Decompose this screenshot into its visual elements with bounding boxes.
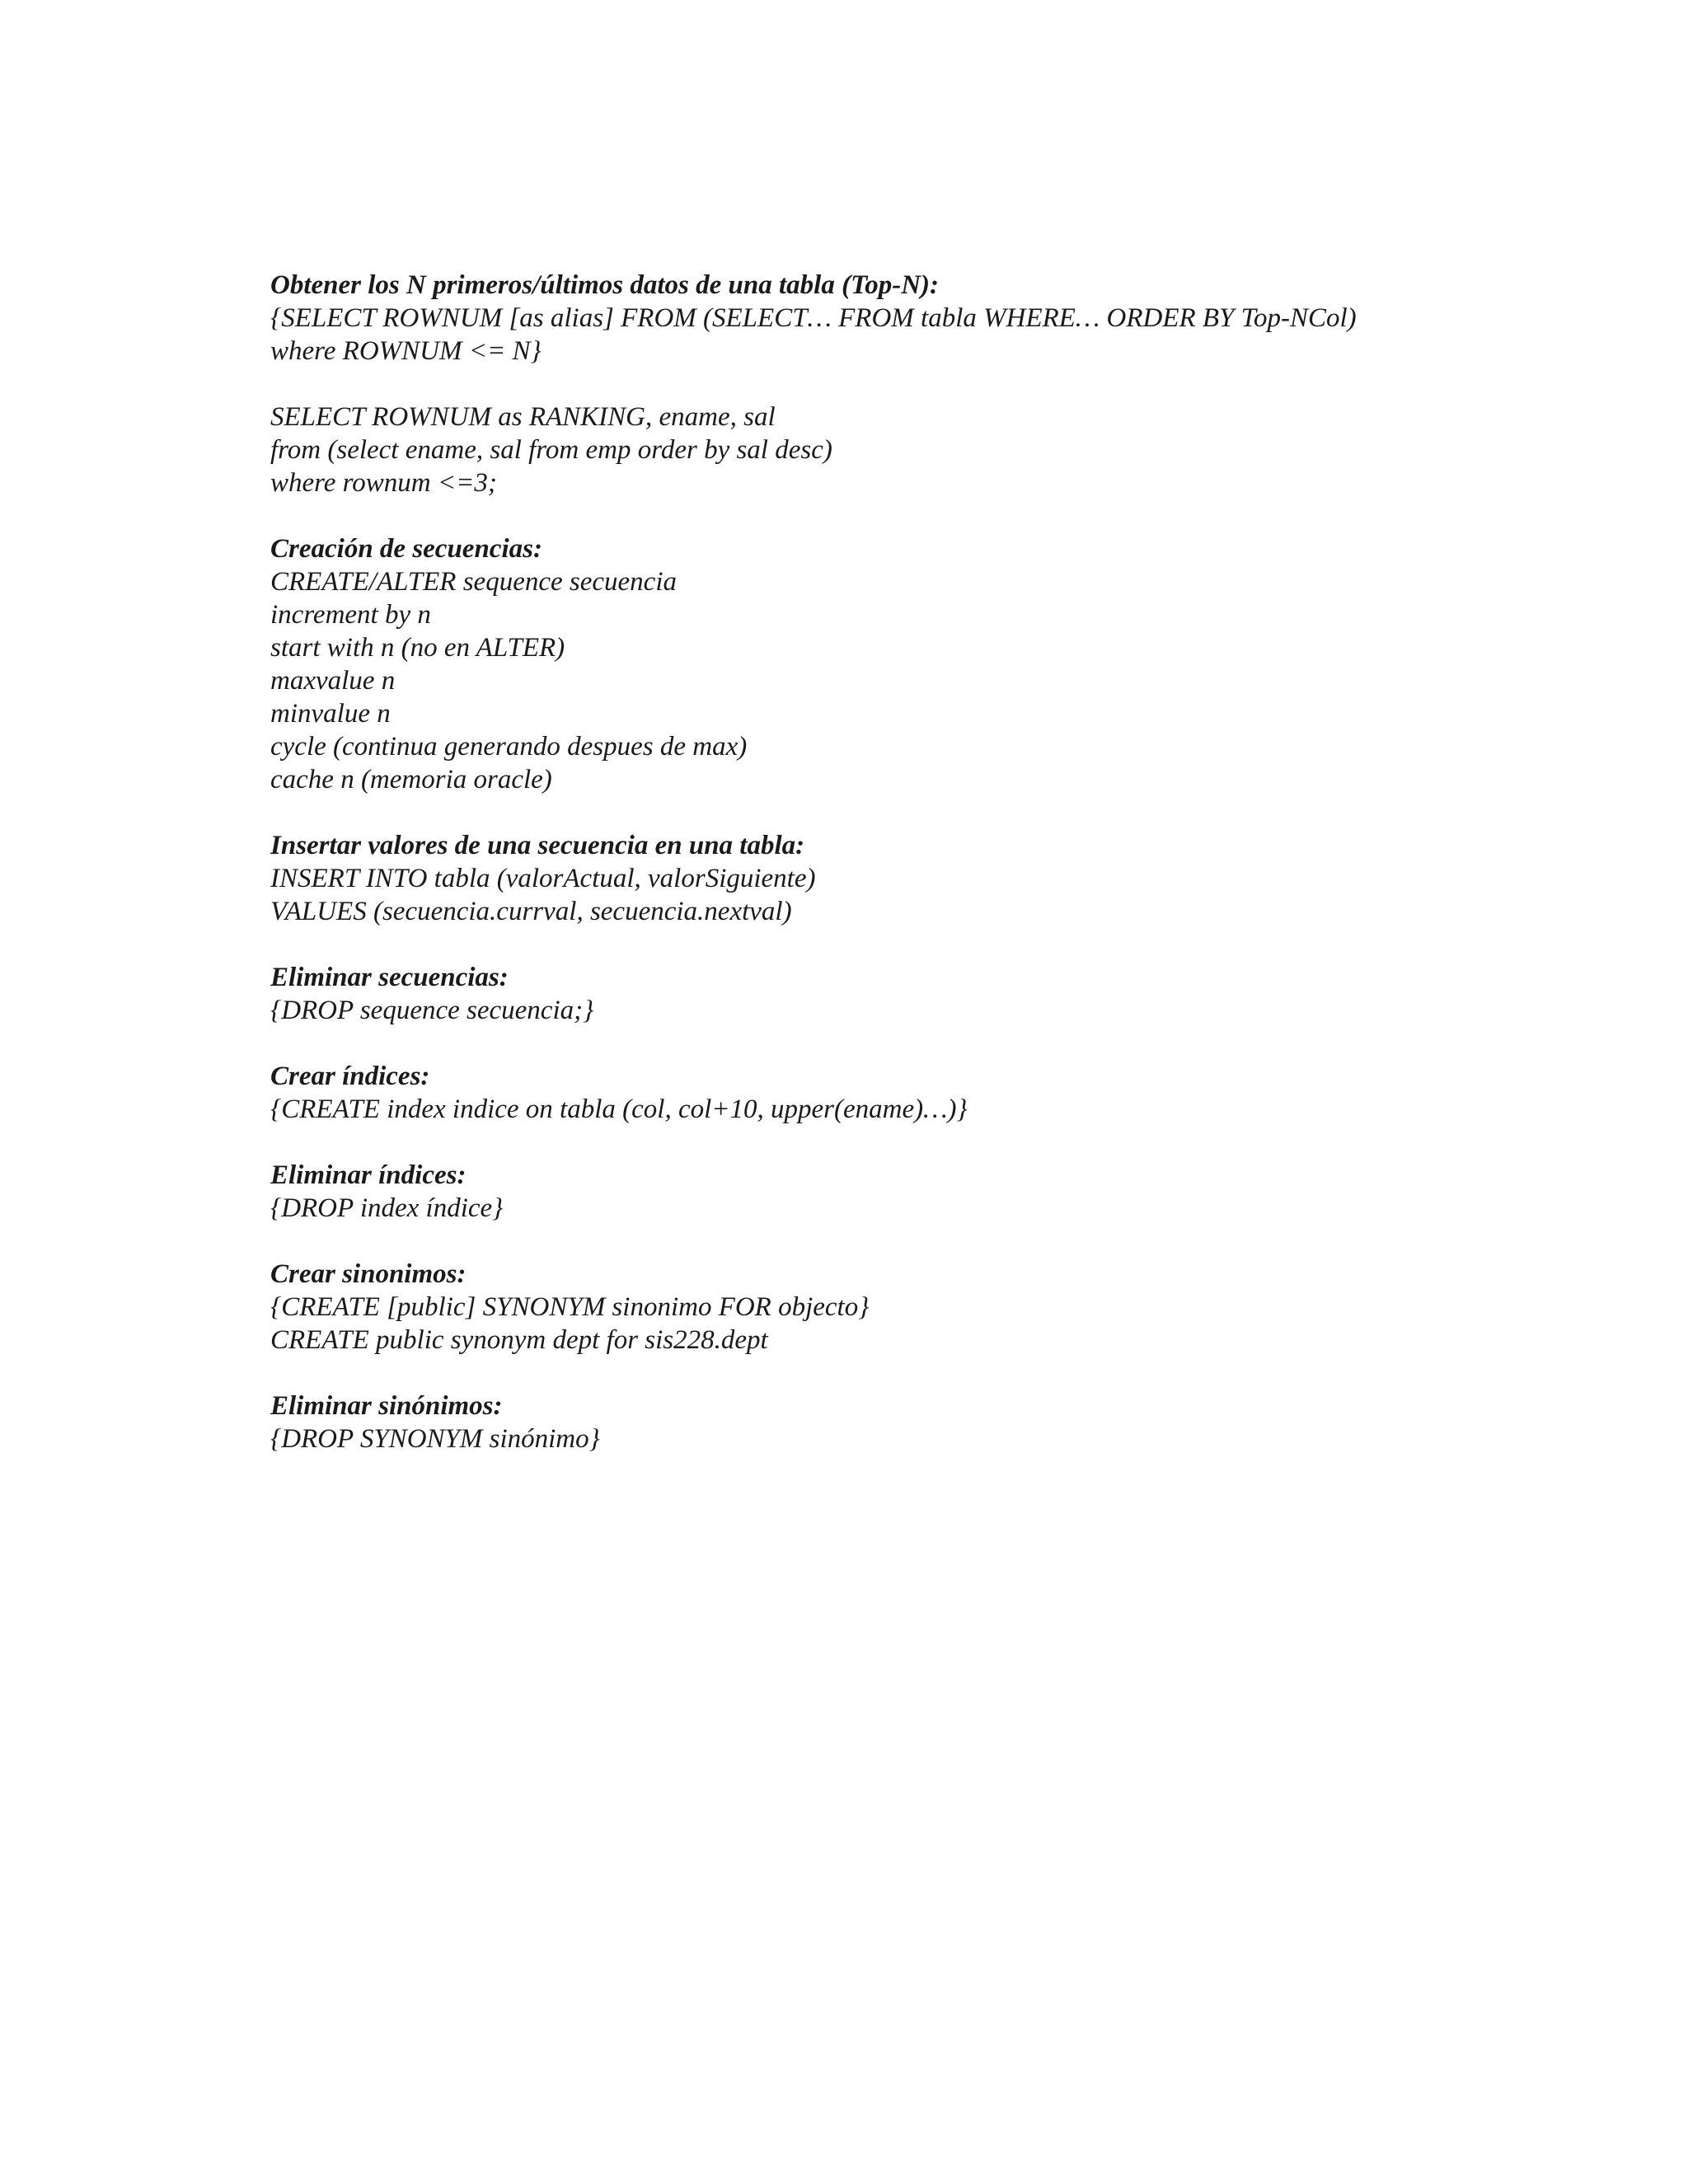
section-create-sequences [270, 532, 1490, 796]
code-line: {DROP sequence secuencia;} [270, 996, 594, 1025]
section-drop-sequences [270, 961, 1490, 1027]
code-line: cache n (memoria oracle) [270, 765, 552, 794]
section-drop-indexes [270, 1159, 1490, 1225]
code-line: {CREATE index indice on tabla (col, col+10, upper(ename)…)} [270, 1094, 968, 1124]
code-line: {CREATE [public] SYNONYM sinonimo FOR objecto} [270, 1292, 870, 1322]
code-line: CREATE/ALTER sequence secuencia [270, 567, 677, 597]
section-top-n [270, 269, 1490, 368]
section-heading: Creación de secuencias: [270, 534, 542, 564]
section-heading: Insertar valores de una secuencia en una tabla: [270, 831, 805, 860]
section-heading: Eliminar sinónimos: [270, 1391, 503, 1421]
section-heading: Crear índices: [270, 1062, 430, 1091]
code-line: {SELECT ROWNUM [as alias] FROM (SELECT… FROM tabla WHERE… ORDER BY Top-NCol) [270, 303, 1357, 333]
document-page [270, 269, 1490, 1488]
code-line: CREATE public synonym dept for sis228.dept [270, 1325, 768, 1355]
code-line: INSERT INTO tabla (valorActual, valorSiguiente) [270, 864, 816, 893]
code-line: minvalue n [270, 699, 391, 729]
code-line: {DROP index índice} [270, 1193, 504, 1223]
code-line: cycle (continua generando despues de max) [270, 732, 748, 762]
code-line: VALUES (secuencia.currval, secuencia.nextval) [270, 897, 792, 926]
code-line: where rownum <=3; [270, 468, 497, 498]
section-heading: Eliminar índices: [270, 1160, 467, 1190]
section-drop-synonyms [270, 1390, 1490, 1455]
code-line: where ROWNUM <= N} [270, 336, 542, 366]
section-top-n-example [270, 401, 1490, 499]
section-insert-sequence-values [270, 829, 1490, 928]
section-heading: Crear sinonimos: [270, 1259, 467, 1289]
section-heading: Obtener los N primeros/últimos datos de una tabla (Top-N): [270, 270, 939, 300]
code-line: {DROP SYNONYM sinónimo} [270, 1424, 600, 1454]
code-line: start with n (no en ALTER) [270, 633, 565, 663]
code-line: maxvalue n [270, 666, 396, 696]
code-line: SELECT ROWNUM as RANKING, ename, sal [270, 402, 776, 432]
section-create-synonyms [270, 1258, 1490, 1357]
section-heading: Eliminar secuencias: [270, 963, 509, 992]
section-create-indexes [270, 1060, 1490, 1126]
code-line: increment by n [270, 600, 431, 630]
code-line: from (select ename, sal from emp order by sal desc) [270, 435, 832, 465]
